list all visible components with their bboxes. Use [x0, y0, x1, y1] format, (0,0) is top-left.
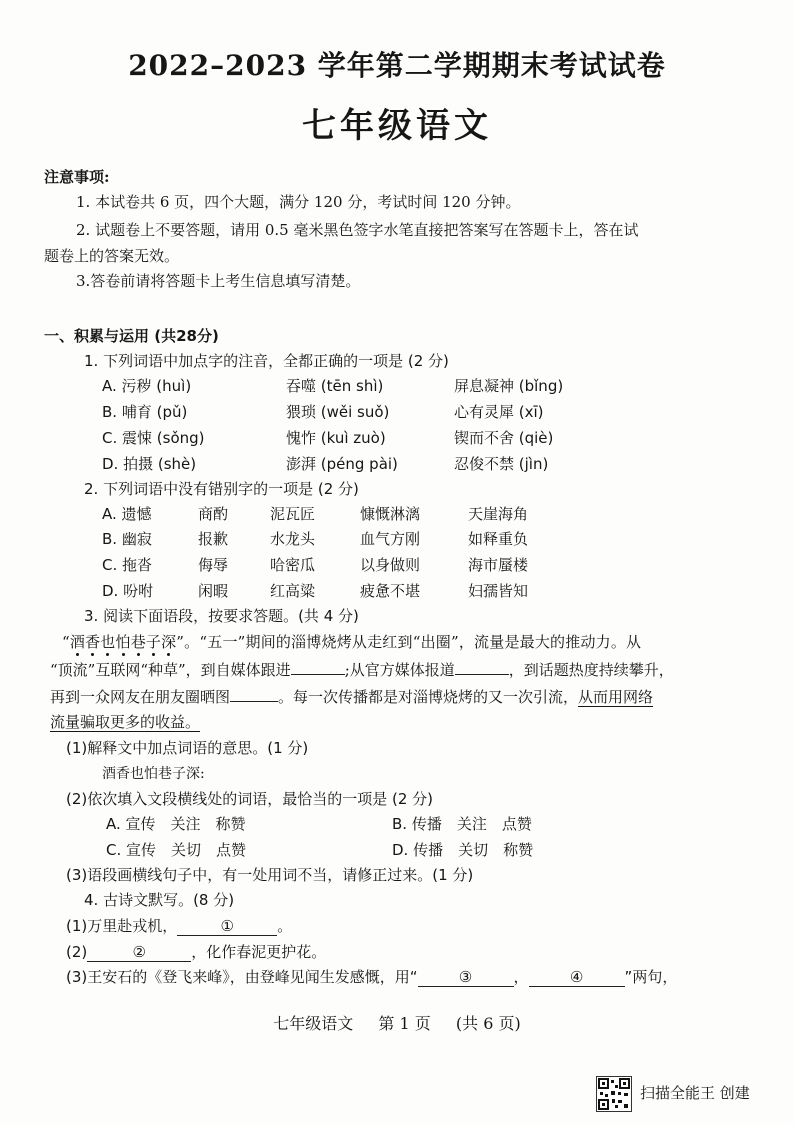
poem-text: ”两句， [624, 968, 678, 986]
poem-text: ， [513, 968, 529, 986]
passage-text: “顶流”互联网“种草”，到自媒体跟进 [50, 661, 291, 679]
fill-blank-circle-3[interactable]: ③ [418, 968, 514, 987]
q2-c-2: 侮辱 [198, 556, 229, 574]
q3-sub-2: (2)依次填入文段横线处的词语，最恰当的一项是 (2 分) [66, 790, 434, 808]
passage-line-1-rest: 。“五一”期间的淄博烧烤从走红到“出圈”，流量是最大的推动力。从 [184, 633, 642, 651]
q1-option-b-3: 心有灵犀 (xī) [454, 403, 544, 421]
question-2-stem: 2. 下列词语中没有错别字的一项是 (2 分) [84, 480, 359, 498]
footer-page-number: 第 1 页 [378, 1014, 431, 1033]
fill-blank-2[interactable] [455, 658, 509, 675]
underlined-sentence: 从而用网络 [578, 688, 654, 706]
fill-blank-3[interactable] [230, 685, 278, 702]
poem-text: ，化作春泥更护花。 [191, 943, 327, 961]
qr-code-icon [596, 1076, 632, 1112]
q2-d-4: 疲惫不堪 [360, 582, 421, 600]
poem-text: 。 [277, 917, 293, 935]
q4-item-2 [66, 941, 326, 962]
q1-option-a-1: A. 污秽 (huì) [102, 377, 192, 395]
q3-passage-line-3 [50, 685, 653, 707]
q1-option-d-3: 忍俊不禁 (jìn) [454, 455, 549, 473]
q2-a-3: 泥瓦匠 [270, 505, 316, 523]
question-1-stem: 1. 下列词语中加点字的注音，全都正确的一项是 (2 分) [84, 352, 449, 370]
footer-course: 七年级语文 [273, 1014, 354, 1033]
q4-item-3 [66, 966, 677, 987]
q1-option-a-3: 屏息凝神 (bǐng) [454, 377, 564, 395]
fill-blank-circle-4[interactable]: ④ [529, 968, 625, 987]
q1-option-a-2: 吞噬 (tēn shì) [286, 377, 384, 395]
q1-option-c-2: 愧怍 (kuì zuò) [286, 429, 386, 447]
passage-text: 。每一次传播都是对淄博烧烤的又一次引流， [278, 688, 579, 706]
q2-c-3: 哈密瓜 [270, 556, 316, 574]
q2-b-3: 水龙头 [270, 530, 316, 548]
fill-blank-circle-1[interactable]: ① [177, 917, 277, 936]
q3-option-c: C. 宣传 关切 点赞 [106, 841, 247, 859]
footer-total-pages: (共 6 页) [455, 1014, 521, 1033]
q2-d-1: D. 吩咐 [102, 582, 154, 600]
q3-passage-line-1 [62, 631, 641, 652]
underlined-sentence: 流量骗取更多的收益。 [50, 713, 201, 731]
q2-d-2: 闲暇 [198, 582, 229, 600]
q1-option-d-2: 澎湃 (péng pài) [286, 455, 398, 473]
q2-b-2: 报歉 [198, 530, 229, 548]
q1-option-d-1: D. 拍摄 (shè) [102, 455, 197, 473]
poem-text: (1)万里赴戎机， [66, 917, 178, 935]
question-4-stem: 4. 古诗文默写。(8 分) [84, 891, 235, 909]
q1-option-b-1: B. 哺育 (pǔ) [102, 403, 188, 421]
notice-item-2: 2. 试题卷上不要答题，请用 0.5 毫米黑色签字水笔直接把答案写在答题卡上，答在试 [76, 221, 639, 239]
q3-option-b: B. 传播 关注 点赞 [392, 815, 532, 833]
q3-option-a: A. 宣传 关注 称赞 [106, 815, 246, 833]
page-footer [0, 1011, 794, 1034]
notice-item-3: 3.答卷前请将答题卡上考生信息填写清楚。 [76, 272, 361, 290]
poem-text: (3)王安石的《登飞来峰》，由登峰见闻生发感慨，用“ [66, 968, 418, 986]
q1-option-b-2: 猥琐 (wěi suǒ) [286, 403, 390, 421]
q2-c-4: 以身做则 [360, 556, 421, 574]
q3-sub-3: (3)语段画横线句子中，有一处用词不当，请修正过来。(1 分) [66, 866, 474, 884]
exam-title: 2022–2023 学年第二学期期末考试试卷 [128, 49, 666, 82]
q1-option-c-3: 锲而不舍 (qiè) [454, 429, 554, 447]
q2-b-5: 如释重负 [468, 530, 529, 548]
passage-text: ，到话题热度持续攀升， [508, 661, 674, 679]
scanner-watermark-text: 扫描全能王 创建 [640, 1084, 750, 1102]
fill-blank-1[interactable] [291, 658, 345, 675]
q2-d-5: 妇孺皆知 [468, 582, 529, 600]
exam-subtitle: 七年级语文 [302, 106, 492, 146]
notice-heading: 注意事项: [44, 168, 110, 186]
question-3-stem: 3. 阅读下面语段，按要求答题。(共 4 分) [84, 607, 359, 625]
q3-sub-1-answer-line: 酒香也怕巷子深: [102, 766, 205, 782]
notice-item-1: 1. 本试卷共 6 页，四个大题，满分 120 分，考试时间 120 分钟。 [76, 193, 521, 211]
dotted-phrase: “酒香也怕巷子深” [62, 633, 185, 651]
q2-a-1: A. 遗憾 [102, 505, 152, 523]
q2-c-5: 海市蜃楼 [468, 556, 529, 574]
q2-a-5: 天崖海角 [468, 505, 529, 523]
notice-item-2-cont: 题卷上的答案无效。 [44, 247, 180, 265]
q3-passage-line-4 [50, 711, 200, 732]
q2-b-4: 血气方刚 [360, 530, 421, 548]
q3-option-d: D. 传播 关切 称赞 [392, 841, 534, 859]
q3-passage-line-2 [50, 658, 674, 680]
fill-blank-circle-2[interactable]: ② [87, 943, 191, 962]
q2-a-2: 商酌 [198, 505, 229, 523]
q1-option-c-1: C. 震悚 (sǒng) [102, 429, 205, 447]
poem-text: (2) [66, 943, 88, 961]
q2-d-3: 红高粱 [270, 582, 316, 600]
q2-a-4: 慷慨淋漓 [360, 505, 421, 523]
q3-sub-1: (1)解释文中加点词语的意思。(1 分) [66, 739, 309, 757]
q2-b-1: B. 幽寂 [102, 530, 152, 548]
q2-c-1: C. 拖沓 [102, 556, 153, 574]
passage-text: 再到一众网友在朋友圈晒图 [50, 688, 231, 706]
passage-text: ;从官方媒体报道 [344, 661, 455, 679]
section-heading: 一、积累与运用 (共28分) [44, 327, 219, 345]
q4-item-1 [66, 915, 292, 936]
